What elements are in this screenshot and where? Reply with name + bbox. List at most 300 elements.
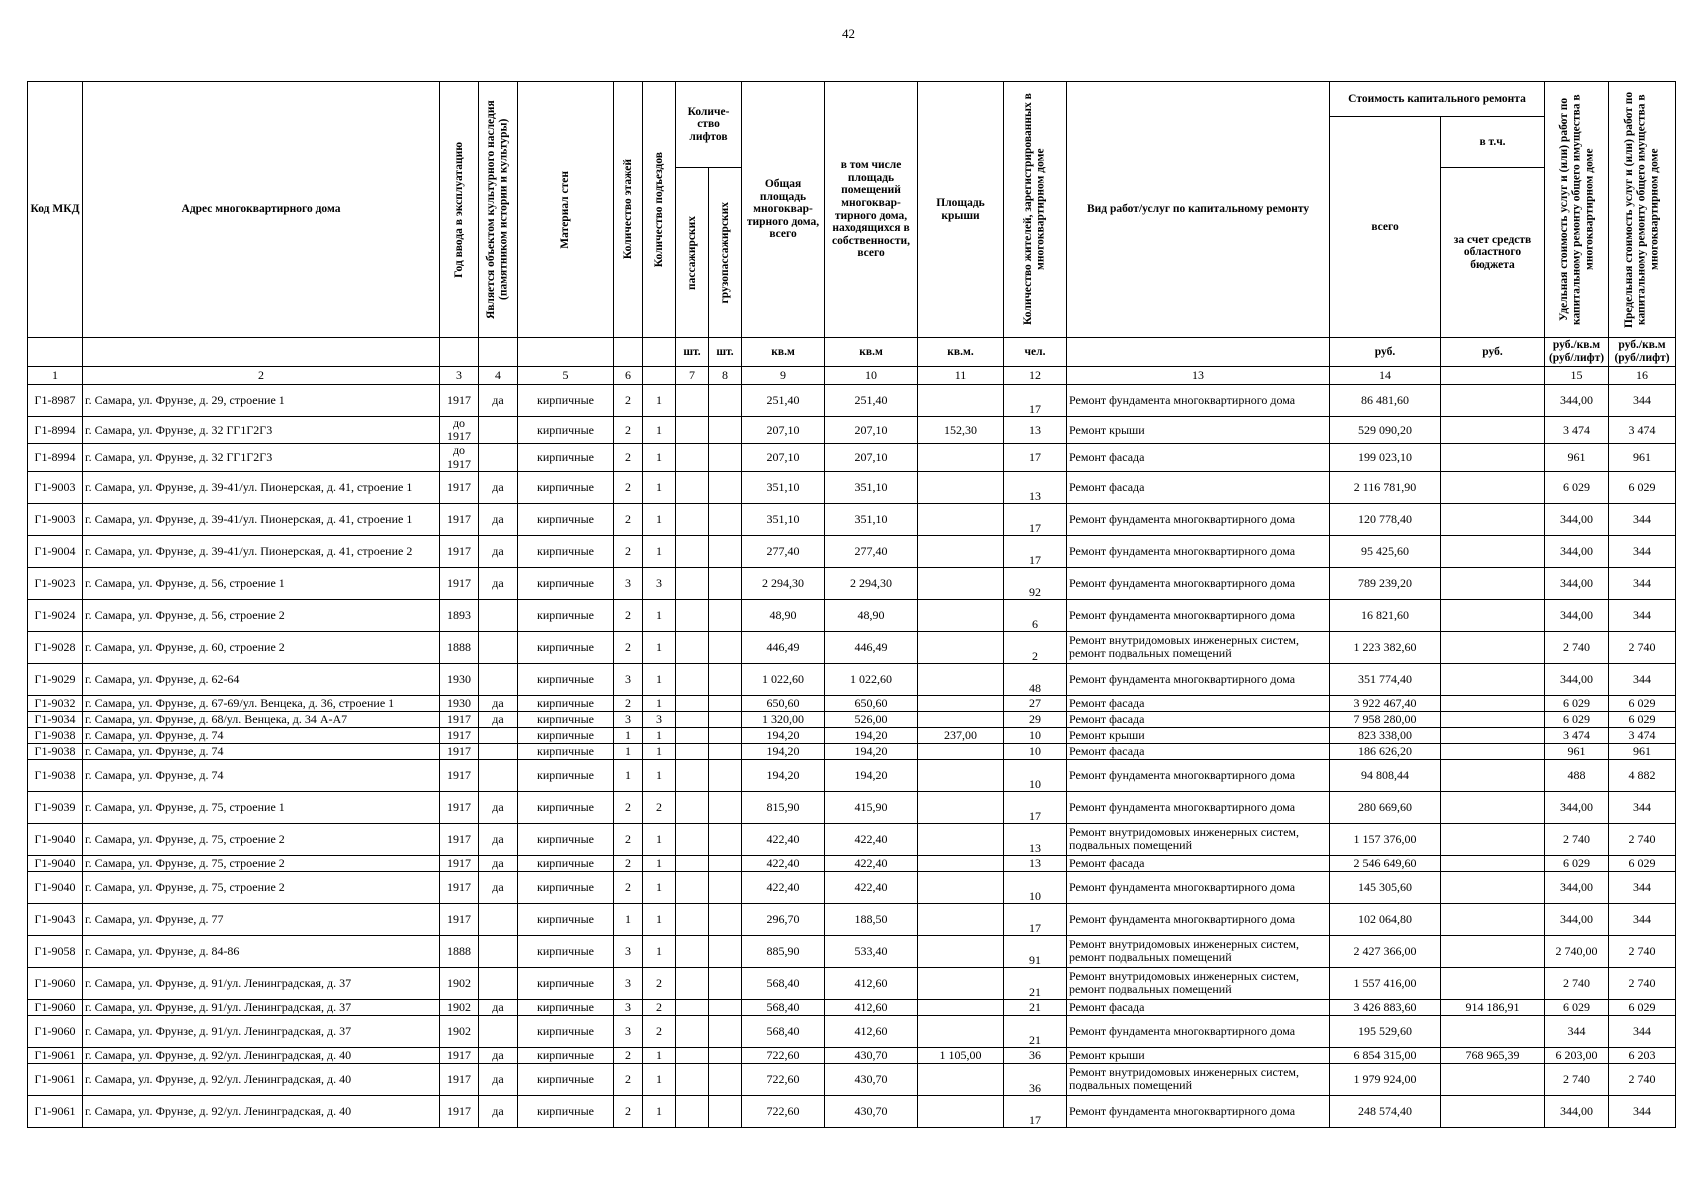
cell-unit-cost: 344,00 — [1545, 567, 1609, 599]
cell-work-type: Ремонт фасада — [1067, 695, 1330, 711]
cell-unit-cost: 6 029 — [1545, 999, 1609, 1015]
column-number: 11 — [918, 367, 1004, 385]
cell-total-area: 722,60 — [742, 1047, 825, 1063]
cell-max-cost: 344 — [1609, 903, 1676, 935]
cell-cost-total: 280 669,60 — [1330, 791, 1441, 823]
cell-lifts-passenger — [676, 503, 709, 535]
cell-floors: 2 — [614, 791, 643, 823]
cell-entrances: 1 — [643, 599, 676, 631]
cell-unit-cost: 961 — [1545, 743, 1609, 759]
cell-owned-area: 194,20 — [825, 727, 918, 743]
cell-lifts-passenger — [676, 871, 709, 903]
cell-cost-total: 823 338,00 — [1330, 727, 1441, 743]
cell-roof-area — [918, 1063, 1004, 1095]
cell-lifts-cargo — [709, 385, 742, 417]
cell-owned-area: 48,90 — [825, 599, 918, 631]
cell-cost-total: 195 529,60 — [1330, 1015, 1441, 1047]
column-number: 10 — [825, 367, 918, 385]
cell-year: 1893 — [440, 599, 479, 631]
cell-total-area: 722,60 — [742, 1063, 825, 1095]
cell-cost-regional: 914 186,91 — [1441, 999, 1545, 1015]
cell-lifts-passenger — [676, 1095, 709, 1127]
cell-lifts-cargo — [709, 599, 742, 631]
cell-entrances: 1 — [643, 823, 676, 855]
unit-owned-area: кв.м — [825, 338, 918, 367]
cell-lifts-passenger — [676, 823, 709, 855]
cell-max-cost: 344 — [1609, 599, 1676, 631]
header-code: Код МКД — [28, 82, 83, 338]
cell-total-area: 207,10 — [742, 444, 825, 471]
cell-work-type: Ремонт фундамента многоквартирного дома — [1067, 1015, 1330, 1047]
cell-lifts-cargo — [709, 791, 742, 823]
column-number: 4 — [479, 367, 518, 385]
cell-unit-cost: 6 029 — [1545, 695, 1609, 711]
cell-roof-area — [918, 599, 1004, 631]
cell-max-cost: 2 740 — [1609, 631, 1676, 663]
column-number: 5 — [518, 367, 614, 385]
cell-heritage: да — [479, 567, 518, 599]
cell-cost-total: 3 426 883,60 — [1330, 999, 1441, 1015]
table-row — [28, 567, 1676, 599]
cell-year: 1917 — [440, 823, 479, 855]
column-number: 6 — [614, 367, 643, 385]
cell-max-cost: 6 029 — [1609, 855, 1676, 871]
cell-address: г. Самара, ул. Фрунзе, д. 92/ул. Ленинградская, д. 40 — [83, 1047, 440, 1063]
units-row — [28, 338, 1676, 367]
cell-residents: 21 — [1004, 967, 1067, 999]
cell-entrances: 1 — [643, 503, 676, 535]
cell-total-area: 885,90 — [742, 935, 825, 967]
cell-entrances: 1 — [643, 871, 676, 903]
cell-lifts-passenger — [676, 663, 709, 695]
cell-material: кирпичные — [518, 1047, 614, 1063]
cell-heritage: да — [479, 695, 518, 711]
cell-residents: 6 — [1004, 599, 1067, 631]
cell-heritage: да — [479, 503, 518, 535]
cell-cost-regional — [1441, 599, 1545, 631]
page-number: 42 — [842, 26, 855, 41]
cell-year: 1917 — [440, 855, 479, 871]
cell-entrances: 1 — [643, 759, 676, 791]
cell-entrances: 2 — [643, 1015, 676, 1047]
cell-year: 1917 — [440, 711, 479, 727]
cell-lifts-cargo — [709, 999, 742, 1015]
cell-total-area: 194,20 — [742, 759, 825, 791]
cell-heritage: да — [479, 1047, 518, 1063]
cell-code: Г1-9028 — [28, 631, 83, 663]
header-cost-regional: за счет средств областного бюджета — [1441, 168, 1545, 338]
header-max-cost: Предельная стоимость услуг и (или) работ по капитальному ремонту общего имущества в многоквартирном доме — [1609, 82, 1676, 338]
cell-address: г. Самара, ул. Фрунзе, д. 75, строение 2 — [83, 855, 440, 871]
cell-roof-area: 1 105,00 — [918, 1047, 1004, 1063]
cell-floors: 3 — [614, 1015, 643, 1047]
cell-year: 1902 — [440, 1015, 479, 1047]
cell-max-cost: 3 474 — [1609, 727, 1676, 743]
cell-max-cost: 344 — [1609, 663, 1676, 695]
cell-lifts-cargo — [709, 871, 742, 903]
cell-cost-total: 3 922 467,40 — [1330, 695, 1441, 711]
cell-lifts-passenger — [676, 791, 709, 823]
cell-heritage — [479, 903, 518, 935]
column-number: 12 — [1004, 367, 1067, 385]
cell-address: г. Самара, ул. Фрунзе, д. 74 — [83, 727, 440, 743]
cell-floors: 2 — [614, 535, 643, 567]
header-cost: Стоимость капитального ремонта — [1330, 82, 1545, 117]
cell-floors: 2 — [614, 1095, 643, 1127]
cell-lifts-passenger — [676, 711, 709, 727]
cell-owned-area: 650,60 — [825, 695, 918, 711]
cell-material: кирпичные — [518, 535, 614, 567]
cell-year: 1917 — [440, 567, 479, 599]
cell-unit-cost: 344 — [1545, 1015, 1609, 1047]
cell-unit-cost: 6 029 — [1545, 855, 1609, 871]
cell-residents: 13 — [1004, 823, 1067, 855]
cell-address: г. Самара, ул. Фрунзе, д. 29, строение 1 — [83, 385, 440, 417]
cell-address: г. Самара, ул. Фрунзе, д. 39-41/ул. Пионерская, д. 41, строение 1 — [83, 471, 440, 503]
cell-heritage — [479, 759, 518, 791]
cell-roof-area — [918, 759, 1004, 791]
cell-entrances: 1 — [643, 444, 676, 471]
cell-total-area: 194,20 — [742, 743, 825, 759]
cell-code: Г1-9024 — [28, 599, 83, 631]
cell-max-cost: 344 — [1609, 503, 1676, 535]
cell-floors: 2 — [614, 823, 643, 855]
cell-roof-area — [918, 903, 1004, 935]
cell-total-area: 277,40 — [742, 535, 825, 567]
cell-year: 1917 — [440, 727, 479, 743]
cell-total-area: 1 022,60 — [742, 663, 825, 695]
cell-code: Г1-8987 — [28, 385, 83, 417]
cell-cost-regional — [1441, 385, 1545, 417]
cell-code: Г1-9038 — [28, 759, 83, 791]
cell-owned-area: 351,10 — [825, 503, 918, 535]
header-owned-area: в том числе площадь помещений многоквар-тирного дома, находящихся в собственности, всего — [825, 82, 918, 338]
cell-address: г. Самара, ул. Фрунзе, д. 56, строение 1 — [83, 567, 440, 599]
table-row — [28, 535, 1676, 567]
cell-lifts-cargo — [709, 471, 742, 503]
table-row — [28, 711, 1676, 727]
header-work-type: Вид работ/услуг по капитальному ремонту — [1067, 82, 1330, 338]
cell-cost-total: 102 064,80 — [1330, 903, 1441, 935]
cell-lifts-passenger — [676, 967, 709, 999]
cell-unit-cost: 3 474 — [1545, 417, 1609, 444]
cell-residents: 36 — [1004, 1063, 1067, 1095]
cell-year: 1917 — [440, 791, 479, 823]
cell-cost-total: 95 425,60 — [1330, 535, 1441, 567]
column-number: 13 — [1067, 367, 1330, 385]
cell-max-cost: 2 740 — [1609, 935, 1676, 967]
cell-max-cost: 344 — [1609, 871, 1676, 903]
cell-owned-area: 422,40 — [825, 855, 918, 871]
cell-unit-cost: 6 029 — [1545, 471, 1609, 503]
cell-work-type: Ремонт фасада — [1067, 711, 1330, 727]
cell-residents: 91 — [1004, 935, 1067, 967]
cell-total-area: 568,40 — [742, 1015, 825, 1047]
cell-material: кирпичные — [518, 417, 614, 444]
cell-heritage — [479, 417, 518, 444]
cell-max-cost: 6 203 — [1609, 1047, 1676, 1063]
unit-residents: чел. — [1004, 338, 1067, 367]
cell-code: Г1-9003 — [28, 471, 83, 503]
cell-floors: 2 — [614, 503, 643, 535]
table-row — [28, 1015, 1676, 1047]
cell-material: кирпичные — [518, 759, 614, 791]
cell-unit-cost: 344,00 — [1545, 535, 1609, 567]
cell-heritage — [479, 663, 518, 695]
table-row — [28, 743, 1676, 759]
cell-lifts-passenger — [676, 385, 709, 417]
cell-entrances: 1 — [643, 417, 676, 444]
cell-work-type: Ремонт фундамента многоквартирного дома — [1067, 567, 1330, 599]
cell-lifts-passenger — [676, 727, 709, 743]
cell-code: Г1-9061 — [28, 1095, 83, 1127]
table-row — [28, 385, 1676, 417]
cell-address: г. Самара, ул. Фрунзе, д. 75, строение 1 — [83, 791, 440, 823]
cell-material: кирпичные — [518, 695, 614, 711]
cell-work-type: Ремонт крыши — [1067, 417, 1330, 444]
cell-floors: 1 — [614, 743, 643, 759]
cell-cost-total: 199 023,10 — [1330, 444, 1441, 471]
header-year: Год ввода в эксплуатацию — [440, 82, 479, 338]
cell-work-type: Ремонт фундамента многоквартирного дома — [1067, 663, 1330, 695]
cell-lifts-cargo — [709, 967, 742, 999]
cell-year: 1888 — [440, 631, 479, 663]
cell-roof-area — [918, 567, 1004, 599]
cell-code: Г1-9040 — [28, 855, 83, 871]
cell-year: 1917 — [440, 535, 479, 567]
cell-unit-cost: 344,00 — [1545, 385, 1609, 417]
cell-code: Г1-9040 — [28, 823, 83, 855]
cell-cost-regional — [1441, 1095, 1545, 1127]
table-row — [28, 1095, 1676, 1127]
table-body — [28, 385, 1676, 1128]
table-row — [28, 1047, 1676, 1063]
cell-work-type: Ремонт фасада — [1067, 471, 1330, 503]
cell-residents: 29 — [1004, 711, 1067, 727]
cell-floors: 2 — [614, 1063, 643, 1095]
cell-total-area: 2 294,30 — [742, 567, 825, 599]
cell-address: г. Самара, ул. Фрунзе, д. 67-69/ул. Венцека, д. 36, строение 1 — [83, 695, 440, 711]
cell-owned-area: 194,20 — [825, 759, 918, 791]
cell-residents: 17 — [1004, 444, 1067, 471]
cell-address: г. Самара, ул. Фрунзе, д. 74 — [83, 743, 440, 759]
cell-material: кирпичные — [518, 1063, 614, 1095]
cell-lifts-cargo — [709, 663, 742, 695]
cell-work-type: Ремонт фасада — [1067, 444, 1330, 471]
cell-unit-cost: 2 740 — [1545, 823, 1609, 855]
column-number: 7 — [676, 367, 709, 385]
cell-material: кирпичные — [518, 967, 614, 999]
cell-lifts-passenger — [676, 535, 709, 567]
cell-code: Г1-9040 — [28, 871, 83, 903]
column-number: 15 — [1545, 367, 1609, 385]
cell-material: кирпичные — [518, 871, 614, 903]
cell-heritage: да — [479, 791, 518, 823]
cell-owned-area: 351,10 — [825, 471, 918, 503]
cell-owned-area: 412,60 — [825, 1015, 918, 1047]
header-lifts: Количе-ство лифтов — [676, 82, 742, 168]
cell-cost-regional — [1441, 1015, 1545, 1047]
cell-address: г. Самара, ул. Фрунзе, д. 91/ул. Ленинградская, д. 37 — [83, 999, 440, 1015]
cell-lifts-cargo — [709, 535, 742, 567]
cell-work-type: Ремонт внутридомовых инженерных систем, ремонт подвальных помещений — [1067, 967, 1330, 999]
cell-floors: 2 — [614, 1047, 643, 1063]
cell-material: кирпичные — [518, 791, 614, 823]
cell-residents: 13 — [1004, 855, 1067, 871]
cell-work-type: Ремонт крыши — [1067, 727, 1330, 743]
header-residents: Количество жителей, зарегистрированных в многоквартирном доме — [1004, 82, 1067, 338]
cell-floors: 2 — [614, 417, 643, 444]
cell-total-area: 650,60 — [742, 695, 825, 711]
cell-heritage — [479, 727, 518, 743]
cell-floors: 2 — [614, 631, 643, 663]
cell-residents: 13 — [1004, 471, 1067, 503]
header-total-area: Общая площадь многоквар-тирного дома, всего — [742, 82, 825, 338]
cell-roof-area — [918, 1015, 1004, 1047]
cell-cost-total: 248 574,40 — [1330, 1095, 1441, 1127]
cell-code: Г1-9034 — [28, 711, 83, 727]
cell-entrances: 1 — [643, 1047, 676, 1063]
column-number: 16 — [1609, 367, 1676, 385]
cell-year: до 1917 — [440, 417, 479, 444]
cell-entrances: 1 — [643, 663, 676, 695]
table-row — [28, 855, 1676, 871]
table-row — [28, 503, 1676, 535]
cell-address: г. Самара, ул. Фрунзе, д. 75, строение 2 — [83, 823, 440, 855]
cell-address: г. Самара, ул. Фрунзе, д. 32 ГГ1Г2Г3 — [83, 444, 440, 471]
cell-code: Г1-9039 — [28, 791, 83, 823]
cell-entrances: 3 — [643, 567, 676, 599]
cell-year: 1888 — [440, 935, 479, 967]
cell-residents: 48 — [1004, 663, 1067, 695]
cell-owned-area: 415,90 — [825, 791, 918, 823]
cell-work-type: Ремонт фундамента многоквартирного дома — [1067, 385, 1330, 417]
cell-max-cost: 961 — [1609, 444, 1676, 471]
cell-owned-area: 207,10 — [825, 417, 918, 444]
cell-lifts-cargo — [709, 503, 742, 535]
cell-total-area: 568,40 — [742, 999, 825, 1015]
cell-lifts-cargo — [709, 444, 742, 471]
cell-material: кирпичные — [518, 823, 614, 855]
cell-lifts-cargo — [709, 759, 742, 791]
cell-owned-area: 422,40 — [825, 871, 918, 903]
cell-heritage: да — [479, 471, 518, 503]
cell-lifts-passenger — [676, 903, 709, 935]
cell-unit-cost: 344,00 — [1545, 599, 1609, 631]
cell-address: г. Самара, ул. Фрунзе, д. 92/ул. Ленинградская, д. 40 — [83, 1063, 440, 1095]
cell-entrances: 1 — [643, 855, 676, 871]
cell-heritage: да — [479, 385, 518, 417]
header-entrances: Количество подъездов — [643, 82, 676, 338]
cell-entrances: 1 — [643, 535, 676, 567]
cell-floors: 2 — [614, 871, 643, 903]
cell-code: Г1-9060 — [28, 999, 83, 1015]
cell-floors: 3 — [614, 935, 643, 967]
table-row — [28, 999, 1676, 1015]
cell-lifts-passenger — [676, 631, 709, 663]
cell-lifts-cargo — [709, 855, 742, 871]
cell-max-cost: 344 — [1609, 791, 1676, 823]
cell-year: 1930 — [440, 663, 479, 695]
cell-owned-area: 251,40 — [825, 385, 918, 417]
table-row — [28, 967, 1676, 999]
cell-work-type: Ремонт фасада — [1067, 855, 1330, 871]
cell-material: кирпичные — [518, 385, 614, 417]
cell-cost-regional — [1441, 711, 1545, 727]
cell-unit-cost: 2 740,00 — [1545, 935, 1609, 967]
cell-unit-cost: 488 — [1545, 759, 1609, 791]
cell-owned-area: 277,40 — [825, 535, 918, 567]
table-row — [28, 417, 1676, 444]
cell-floors: 2 — [614, 385, 643, 417]
cell-max-cost: 6 029 — [1609, 999, 1676, 1015]
cell-lifts-passenger — [676, 567, 709, 599]
cell-entrances: 1 — [643, 1095, 676, 1127]
cell-code: Г1-9038 — [28, 727, 83, 743]
cell-work-type: Ремонт фундамента многоквартирного дома — [1067, 759, 1330, 791]
cell-year: 1917 — [440, 743, 479, 759]
cell-work-type: Ремонт фасада — [1067, 743, 1330, 759]
cell-cost-regional — [1441, 759, 1545, 791]
cell-code: Г1-9003 — [28, 503, 83, 535]
cell-owned-area: 2 294,30 — [825, 567, 918, 599]
cell-residents: 17 — [1004, 503, 1067, 535]
cell-lifts-cargo — [709, 935, 742, 967]
cell-heritage — [479, 631, 518, 663]
cell-lifts-cargo — [709, 743, 742, 759]
cell-address: г. Самара, ул. Фрунзе, д. 56, строение 2 — [83, 599, 440, 631]
cell-residents: 17 — [1004, 535, 1067, 567]
cell-cost-total: 529 090,20 — [1330, 417, 1441, 444]
cell-cost-total: 120 778,40 — [1330, 503, 1441, 535]
cell-work-type: Ремонт фундамента многоквартирного дома — [1067, 1095, 1330, 1127]
cell-total-area: 207,10 — [742, 417, 825, 444]
column-number: 8 — [709, 367, 742, 385]
cell-address: г. Самара, ул. Фрунзе, д. 84-86 — [83, 935, 440, 967]
cell-address: г. Самара, ул. Фрунзе, д. 74 — [83, 759, 440, 791]
cell-work-type: Ремонт крыши — [1067, 1047, 1330, 1063]
cell-cost-total: 2 546 649,60 — [1330, 855, 1441, 871]
cell-roof-area — [918, 471, 1004, 503]
cell-owned-area: 188,50 — [825, 903, 918, 935]
cell-code: Г1-9004 — [28, 535, 83, 567]
cell-address: г. Самара, ул. Фрунзе, д. 91/ул. Ленинградская, д. 37 — [83, 967, 440, 999]
cell-total-area: 351,10 — [742, 471, 825, 503]
cell-residents: 10 — [1004, 759, 1067, 791]
cell-max-cost: 961 — [1609, 743, 1676, 759]
column-number: 3 — [440, 367, 479, 385]
cell-year: 1902 — [440, 999, 479, 1015]
cell-year: 1902 — [440, 967, 479, 999]
cell-entrances: 3 — [643, 711, 676, 727]
cell-code: Г1-9061 — [28, 1063, 83, 1095]
column-number — [1441, 367, 1545, 385]
cell-unit-cost: 2 740 — [1545, 967, 1609, 999]
cell-cost-regional — [1441, 663, 1545, 695]
cell-max-cost: 2 740 — [1609, 1063, 1676, 1095]
cell-heritage — [479, 444, 518, 471]
cell-residents: 13 — [1004, 417, 1067, 444]
unit-total-area: кв.м — [742, 338, 825, 367]
cell-cost-regional — [1441, 823, 1545, 855]
cell-cost-regional — [1441, 631, 1545, 663]
cell-lifts-cargo — [709, 823, 742, 855]
cell-max-cost: 344 — [1609, 535, 1676, 567]
cell-lifts-cargo — [709, 711, 742, 727]
cell-owned-area: 446,49 — [825, 631, 918, 663]
table-header — [28, 82, 1676, 385]
header-floors: Количество этажей — [614, 82, 643, 338]
